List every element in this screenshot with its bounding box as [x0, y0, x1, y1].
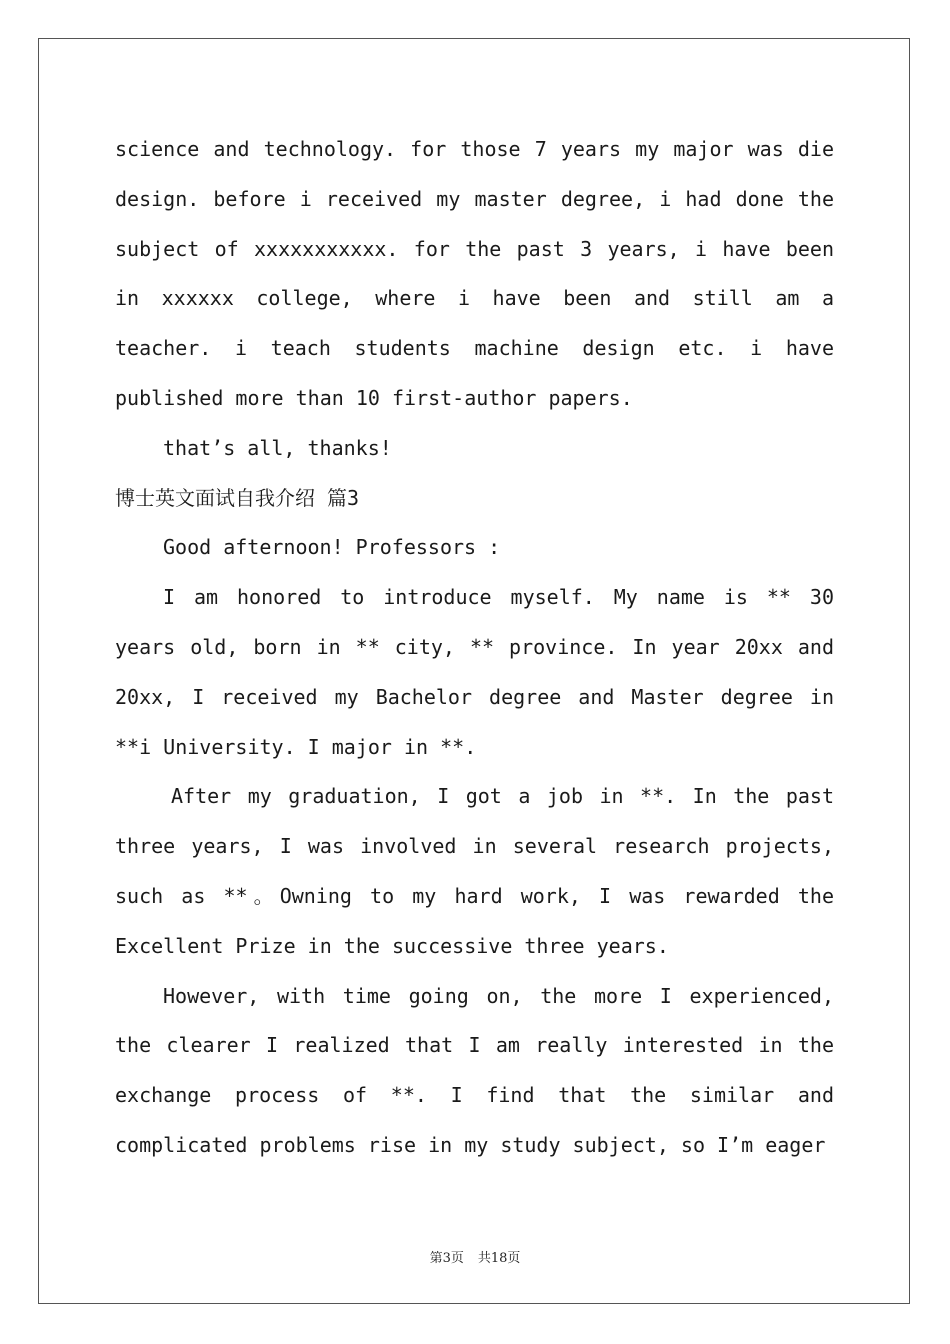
paragraph-closing: that’s all, thanks! [163, 435, 392, 460]
paragraph-experience: After my graduation, I got a job in **. In the past three years, I was involved in several research projects, such as **。Owning to my hard work, I was rewarded the Excellent Prize in the successive three years. [115, 784, 834, 958]
page-total: 共18页 [477, 1251, 521, 1266]
paragraph-greeting: Good afternoon! Professors : [163, 535, 501, 560]
paragraph-interest: However, with time going on, the more I experienced, the clearer I realized that I am really interested in the exchange process of **. I find that the similar and complicated problems rise in my study subject, so I’m eager [115, 983, 834, 1157]
paragraph-introduction: I am honored to introduce myself. My name is ** 30 years old, born in ** city, ** province. In year 20xx and 20xx, I received my Bachelor degree and Master degree in **i University. I major in **. [115, 585, 834, 759]
page-number: 第3页 [429, 1251, 464, 1266]
document-body [115, 125, 834, 1171]
paragraph-continuation: science and technology. for those 7 years my major was die design. before i received my master degree, i had done the subject of xxxxxxxxxxx. for the past 3 years, i have been in xxxxxx college, where i have been and still am a teacher. i teach students machine design etc. i have published more than 10 first-author papers. [115, 137, 834, 410]
section-heading: 博士英文面试自我介绍 篇3 [115, 485, 360, 510]
page-footer [0, 1247, 950, 1266]
